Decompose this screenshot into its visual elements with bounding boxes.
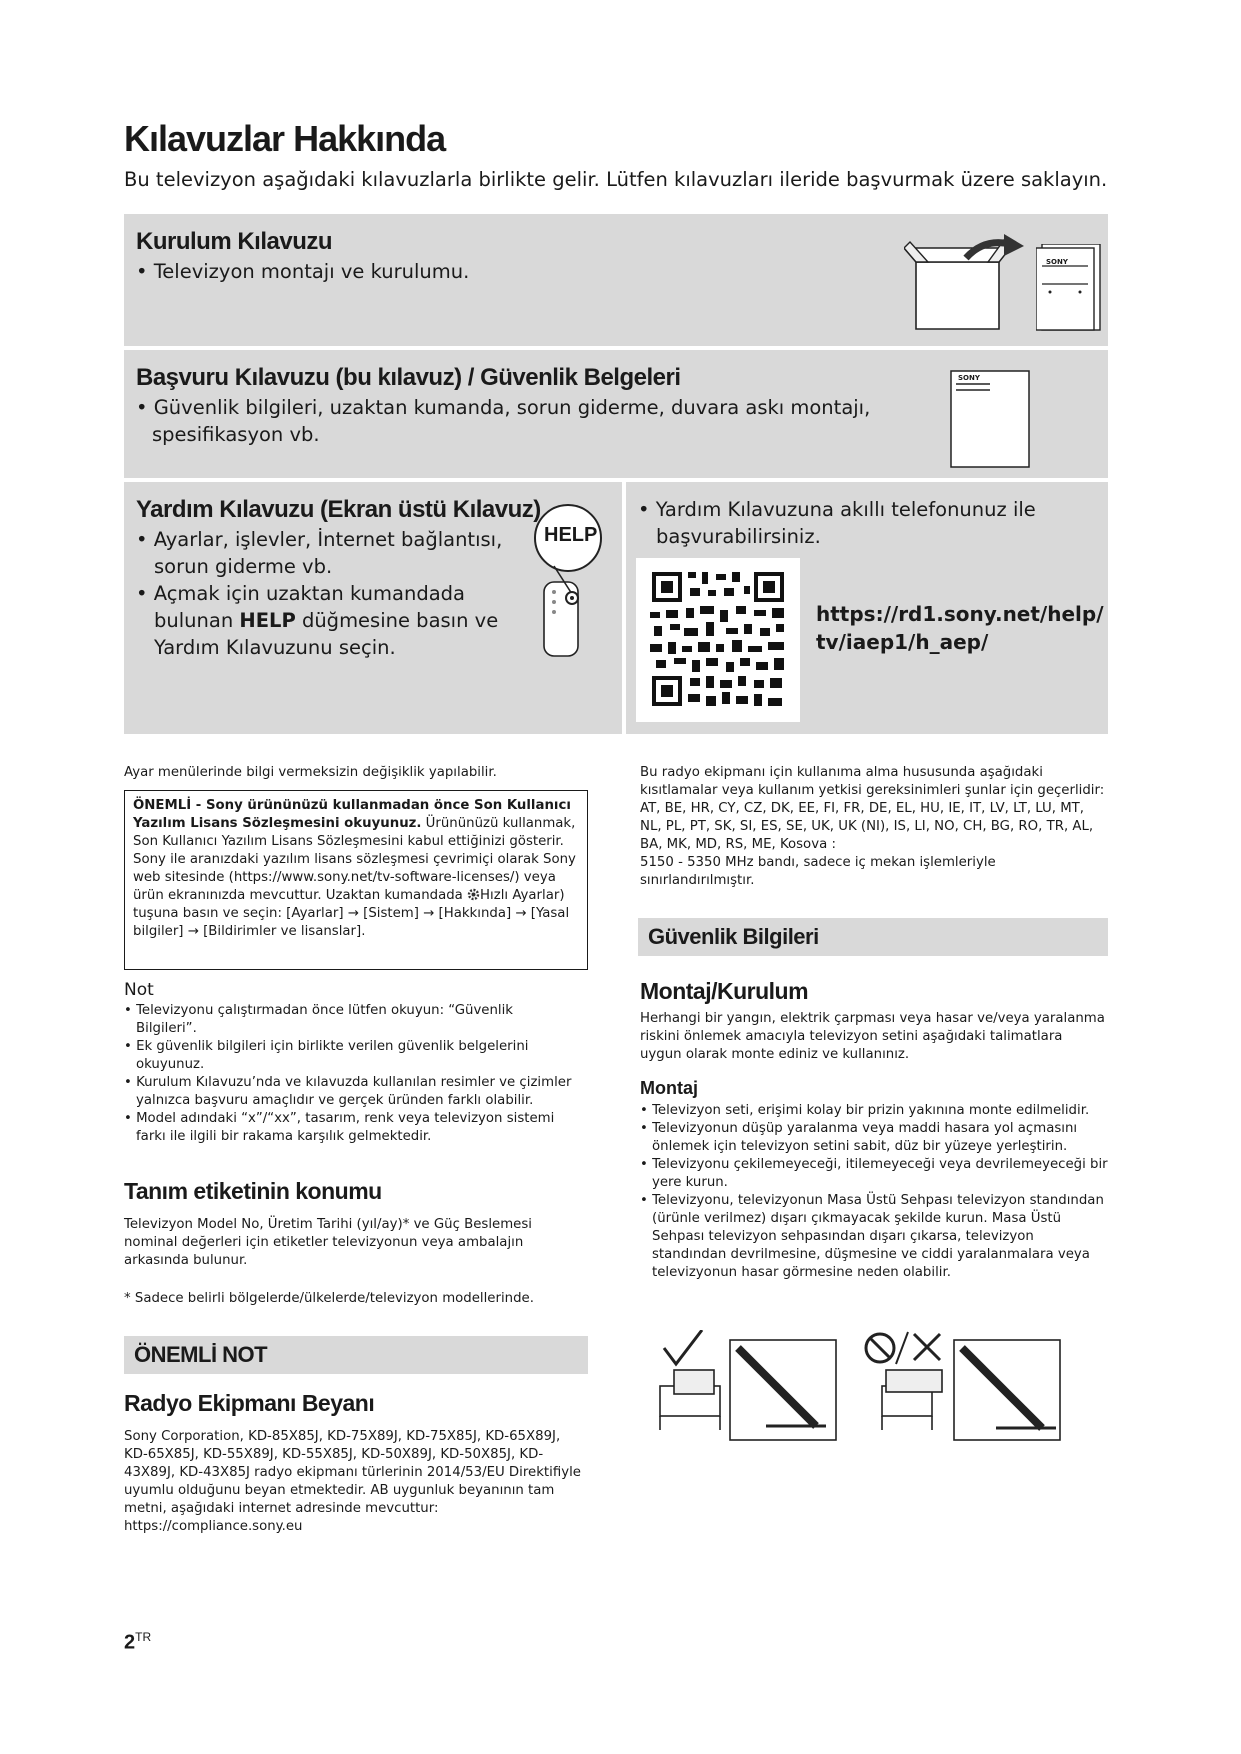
list-item: • Ek güvenlik bilgileri için birlikte verilen güvenlik belgelerini okuyunuz.	[124, 1039, 529, 1072]
tv-stand-illustration	[656, 1330, 1076, 1452]
label-footnote: * Sadece belirli bölgelerde/ülkelerde/televizyon modellerinde.	[124, 1291, 534, 1306]
page-number: $2^{TR}$	[124, 1630, 152, 1654]
help-guide-heading: Yardım Kılavuzu (Ekran üstü Kılavuz)	[136, 496, 541, 523]
montaj-list	[640, 1102, 1108, 1282]
check-mark-icon	[664, 1330, 702, 1364]
radio-declaration-text: Sony Corporation, KD-85X85J, KD-75X89J, KD-75X85J, KD-65X89J, KD-65X85J, KD-55X89J, KD-55X85J, KD-50X89J, KD-50X85J, KD-43X89J, KD-43X85J radyo ekipmanı türlerinin 2014/53/EU Direktifiyle uyumlu olduğunu beyan etmektedir. AB uygunluk beyanının tam metni, aşağıdaki internet adresinde mevcuttur: https://compliance.sony.eu	[124, 1429, 581, 1534]
list-item: • Kurulum Kılavuzu’nda ve kılavuzda kullanılan resimler ve çizimler yalnızca başvuru amaçlıdır ve gerçek üründen farklı olabilir.	[124, 1075, 572, 1108]
radio-declaration-heading: Radyo Ekipmanı Beyanı	[124, 1390, 375, 1416]
reference-doc-brand: SONY	[958, 374, 980, 382]
label-location-heading: Tanım etiketinin konumu	[124, 1178, 382, 1204]
reference-guide-bullet-line1: • Güvenlik bilgileri, uzaktan kumanda, sorun giderme, duvara askı montajı,	[136, 396, 871, 419]
list-item: • Model adındaki “x”/“xx”, tasarım, renk veya televizyon sistemi farkı ile ilgili bir rakama karşılık gelmektedir.	[124, 1111, 555, 1144]
important-license-notice	[124, 790, 588, 970]
help-smartphone-text: • Yardım Kılavuzuna akıllı telefonunuz ile başvurabilirsiniz.	[638, 498, 1036, 548]
label-location-text: Televizyon Model No, Üretim Tarihi (yıl/ay)* ve Güç Beslemesi nominal değerleri için etiketler televizyonun veya ambalajın arkasında bulunur.	[124, 1217, 532, 1268]
list-item: • Televizyonun düşüp yaralanma veya maddi hasara yol açmasını önlemek için televizyon setini sabit, düz bir yüzeye yerleştirin.	[640, 1121, 1078, 1154]
important-note-band: ÖNEMLİ NOT	[124, 1336, 588, 1374]
setup-guide-box	[124, 214, 1108, 346]
help-url-line1[interactable]: https://rd1.sony.net/help/	[816, 602, 1104, 626]
qr-code-icon	[636, 558, 800, 722]
help-url-line2[interactable]: tv/iaep1/h_aep/	[816, 630, 989, 654]
setup-doc-brand: SONY	[1046, 258, 1068, 266]
frequency-band-text: 5150 - 5350 MHz bandı, sadece iç mekan işlemleriyle sınırlandırılmıştır.	[640, 855, 996, 888]
help-guide-bullet-2: • Açmak için uzaktan kumandada bulunan HELP düğmesine basın ve Yardım Kılavuzunu seçin.	[136, 582, 499, 659]
help-button: HELP	[544, 524, 598, 546]
setup-guide-bullet: • Televizyon montajı ve kurulumu.	[136, 260, 470, 283]
mounting-text: Herhangi bir yangın, elektrik çarpması veya hasar ve/veya yaralanma riskini önlemek amacıyla televizyon setini aşağıdaki talimatlara uygun olarak monte ediniz ve kullanınız.	[640, 1011, 1105, 1062]
notes-list	[124, 1002, 578, 1146]
setup-guide-heading: Kurulum Kılavuzu	[136, 228, 333, 255]
reference-guide-heading: Başvuru Kılavuzu (bu kılavuz) / Güvenlik Belgeleri	[136, 364, 681, 391]
help-guide-box	[124, 482, 622, 734]
page-title: Kılavuzlar Hakkında	[124, 118, 446, 159]
important-license-text-b: Hızlı Ayarlar) tuşuna basın ve seçin: [Ayarlar] → [Sistem] → [Hakkında] → [Yasal bilgiler] → [Bildirimler ve lisanslar].	[133, 888, 570, 939]
list-item: • Televizyonu, televizyonun Masa Üstü Sehpası televizyon standından (ürünle verilmez) dışarı çıkmayacak şekilde kurun. Masa Üstü Sehpası televizyon sehpasından dışarı çıkarsa, televizyon standından devrilmesine, düşmesine ve ciddi yaralanmalara veya televizyonun hasar görmesine neden olabilir.	[640, 1193, 1104, 1280]
cross-mark-icon	[914, 1334, 940, 1360]
help-guide-bullet-1: • Ayarlar, işlevler, İnternet bağlantısı, sorun giderme vb.	[136, 528, 503, 578]
mounting-heading: Montaj/Kurulum	[640, 978, 809, 1004]
list-item: • Televizyonu çalıştırmadan önce lütfen okuyun: “Güvenlik Bilgileri”.	[124, 1003, 514, 1036]
important-license-bold: ÖNEMLİ - Sony ürününüzü kullanmadan önce Son Kullanıcı Yazılım Lisans Sözleşmesini okuyunuz.	[133, 798, 571, 831]
help-smartphone-box	[626, 482, 1108, 734]
important-license-text-a: Ürününüzü kullanmak, Son Kullanıcı Yazılım Lisans Sözleşmesini kabul ettiğinizi gösterir. Sony ile aranızdaki yazılım lisans sözleşmesi çevrimiçi olarak Sony web sitesinde (https://www.sony.net/tv-software-licenses/) veya ürün ekranınızda mevcuttur. Uzaktan kumandada	[133, 816, 576, 903]
list-item: • Televizyon seti, erişimi kolay bir prizin yakınına monte edilmelidir.	[640, 1103, 1090, 1118]
intro-text: Bu televizyon aşağıdaki kılavuzlarla birlikte gelir. Lütfen kılavuzları ileride başvurmak üzere saklayın.	[124, 168, 1108, 191]
radio-restrictions-text: Bu radyo ekipmanı için kullanıma alma hususunda aşağıdaki kısıtlamalar veya kullanım yetkisi gereksinimleri şunlar için geçerlidir: AT, BE, HR, CY, CZ, DK, EE, FI, FR, DE, EL, HU, IE, IT, LV, LT, LU, MT, NL, PL, PT, SK, SI, ES, SE, UK, UK (NI), IS, LI, NO, CH, BG, RO, TR, AL, BA, MK, MD, RS, ME, Kosova :	[640, 765, 1105, 852]
montaj-heading: Montaj	[640, 1078, 698, 1098]
reference-document-icon	[950, 370, 1032, 470]
reference-guide-bullet-line2: spesifikasyon vb.	[152, 423, 320, 446]
gear-icon	[467, 888, 480, 901]
list-item: • Televizyonu çekilemeyeceği, itilemeyeceği veya devrilemeyeceği bir yere kurun.	[640, 1157, 1108, 1190]
note-heading: Not	[124, 980, 154, 1000]
safety-info-band: Güvenlik Bilgileri	[638, 918, 1108, 956]
tv-box-icon	[904, 234, 1024, 332]
menu-change-note: Ayar menülerinde bilgi vermeksizin değişiklik yapılabilir.	[124, 765, 497, 780]
reference-guide-box	[124, 350, 1108, 478]
